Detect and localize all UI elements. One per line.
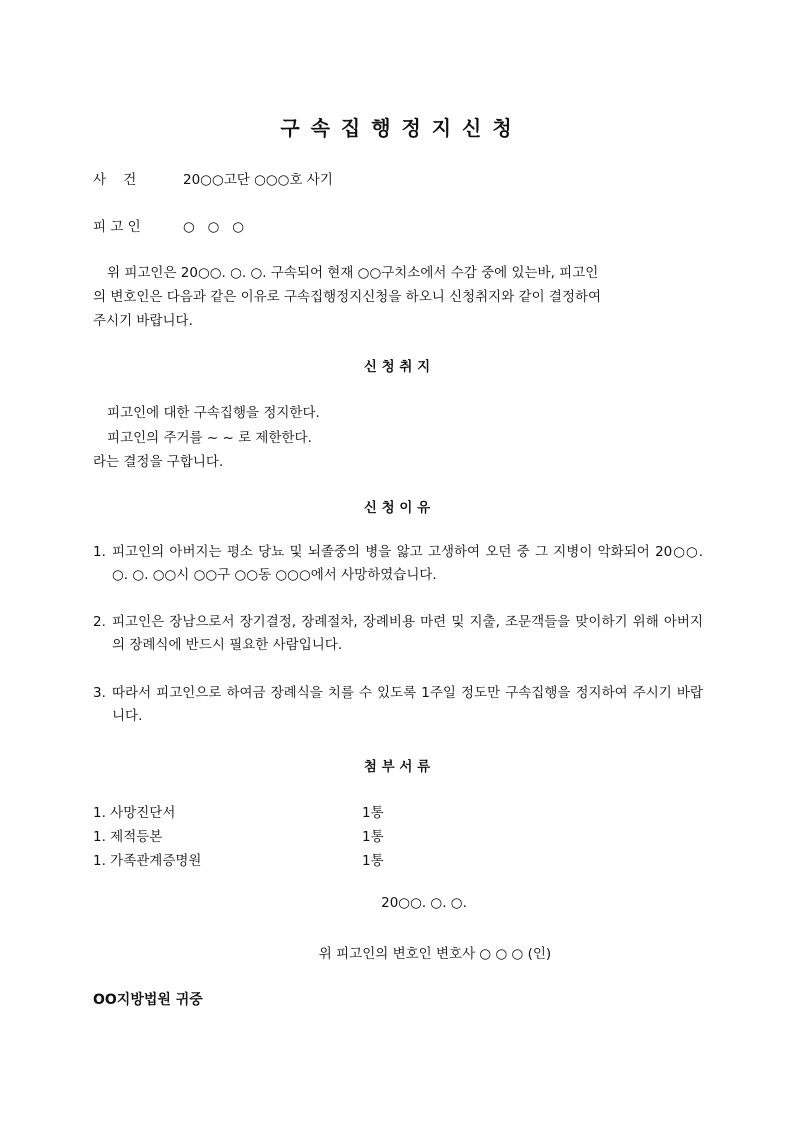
- case-row: [93, 168, 333, 188]
- intro-line-1: 위 피고인은 20○○. ○. ○. 구속되어 현재 ○○구치소에서 수감 중에 있는바, 피고인: [107, 265, 599, 281]
- attachment-item-3: [93, 849, 384, 869]
- reason-text: 피고인의 아버지는 평소 당뇨 및 뇌졸중의 병을 앓고 고생하여 오던 중 그 지병이 악화되어 20○○. ○. ○. ○○시 ○○구 ○○동 ○○○에서 사망하였습니다.: [112, 544, 703, 583]
- reasons-heading: 신 청 이 유: [363, 500, 431, 516]
- defendant-row: [93, 215, 244, 235]
- attachment-count: 1통: [362, 829, 384, 845]
- signer-line: 위 피고인의 변호인 변호사 ○ ○ ○ (인): [318, 946, 552, 962]
- attachments-heading: 첨 부 서 류: [363, 759, 431, 775]
- reason-item-2: [93, 611, 703, 657]
- attachment-count: 1통: [362, 853, 384, 869]
- filing-date: 20○○. ○. ○.: [381, 895, 467, 911]
- court-addressee: OO지방법원 귀중: [93, 992, 203, 1008]
- reason-number: 3.: [93, 685, 106, 701]
- defendant-label: 피 고 인: [93, 219, 141, 235]
- reason-text: 따라서 피고인으로 하여금 장례식을 치를 수 있도록 1주일 정도만 구속집행을 정지하여 주시기 바랍니다.: [112, 685, 703, 724]
- purpose-line-1: 피고인에 대한 구속집행을 정지한다.: [107, 405, 320, 421]
- reason-number: 2.: [93, 614, 106, 630]
- attachment-item-2: [93, 825, 384, 845]
- reason-item-3: [93, 682, 703, 728]
- reason-item-1: [93, 541, 703, 587]
- purpose-heading: 신 청 취 지: [363, 359, 431, 375]
- attachment-count: 1통: [362, 805, 384, 821]
- attachment-label: 1. 사망진단서: [93, 805, 176, 821]
- attachment-item-1: [93, 801, 384, 821]
- case-label: 사 건: [93, 172, 137, 188]
- intro-line-3: 주시기 바랍니다.: [93, 313, 193, 329]
- defendant-value: ○ ○ ○: [183, 219, 245, 235]
- document-title: 구 속 집 행 정 지 신 청: [280, 116, 514, 140]
- intro-line-2: 의 변호인은 다음과 같은 이유로 구속집행정지신청을 하오니 신청취지와 같이 결정하여: [93, 289, 602, 305]
- reason-text: 피고인은 장남으로서 장기결정, 장례절차, 장례비용 마련 및 지출, 조문객들을 맞이하기 위해 아버지의 장례식에 반드시 필요한 사람입니다.: [112, 614, 703, 653]
- attachment-label: 1. 제적등본: [93, 829, 163, 845]
- attachment-label: 1. 가족관계증명원: [93, 853, 202, 869]
- purpose-line-3: 라는 결정을 구합니다.: [93, 454, 224, 470]
- purpose-line-2: 피고인의 주거를 ~ ~ 로 제한한다.: [107, 430, 312, 446]
- case-value: 20○○고단 ○○○호 사기: [183, 172, 333, 188]
- reason-number: 1.: [93, 544, 106, 560]
